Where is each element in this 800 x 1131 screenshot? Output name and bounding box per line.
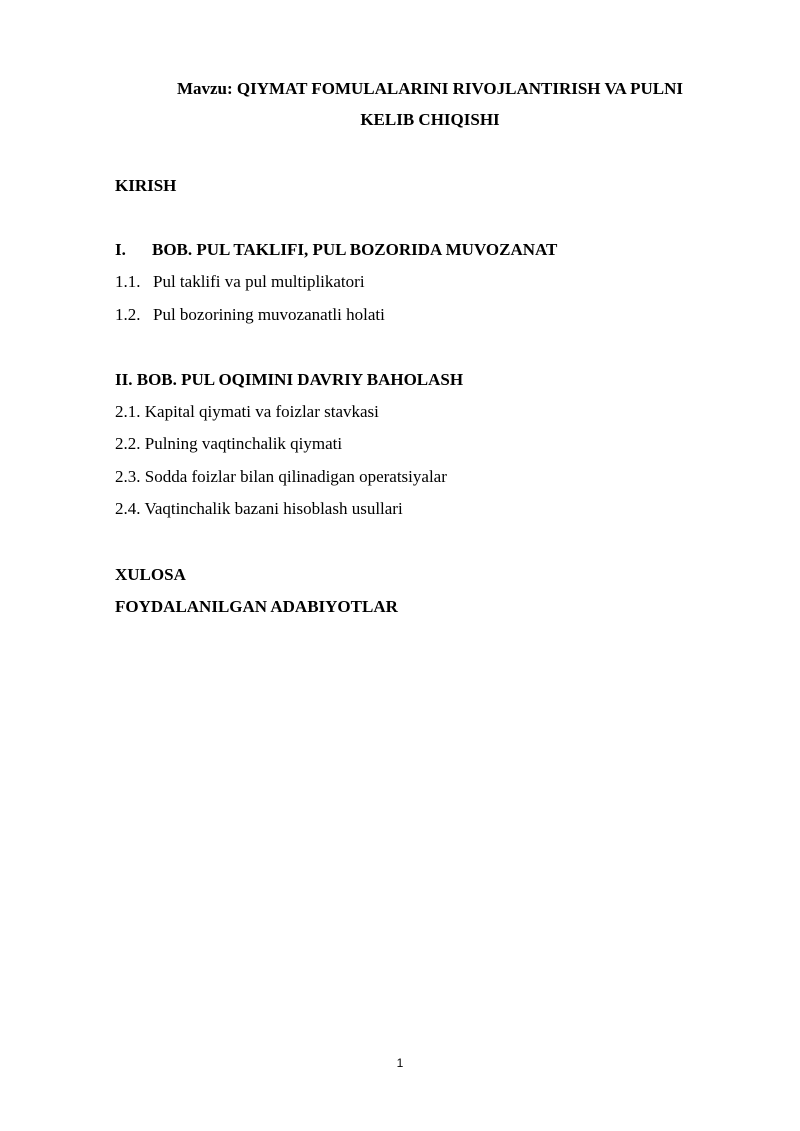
toc-section-number: 1.2. [115, 305, 141, 324]
toc-section-2-1: 2.1. Kapital qiymati va foizlar stavkasi [115, 402, 379, 421]
document-title-line-2: KELIB CHIQISHI [360, 110, 500, 129]
toc-introduction: KIRISH [115, 176, 177, 195]
toc-references: FOYDALANILGAN ADABIYOTLAR [115, 597, 398, 616]
toc-chapter-1-title: BOB. PUL TAKLIFI, PUL BOZORIDA MUVOZANAT [152, 240, 558, 259]
toc-section-title: Pul taklifi va pul multiplikatori [153, 272, 365, 291]
page-number: 1 [396, 1056, 404, 1070]
document-title-line-1: Mavzu: QIYMAT FOMULALARINI RIVOJLANTIRISH VA PULNI [176, 79, 684, 98]
toc-chapter-1 [115, 240, 557, 260]
toc-chapter-1-number: I. [115, 240, 126, 259]
toc-section-1-2 [115, 305, 385, 325]
toc-section-title: Pul bozorining muvozanatli holati [153, 305, 385, 324]
toc-chapter-2: II. BOB. PUL OQIMINI DAVRIY BAHOLASH [115, 370, 464, 389]
toc-section-2-4: 2.4. Vaqtinchalik bazani hisoblash usullari [115, 499, 403, 518]
toc-section-2-2: 2.2. Pulning vaqtinchalik qiymati [115, 434, 343, 453]
toc-conclusion: XULOSA [115, 565, 186, 584]
toc-section-2-3: 2.3. Sodda foizlar bilan qilinadigan operatsiyalar [115, 467, 447, 486]
toc-section-number: 1.1. [115, 272, 141, 291]
toc-section-1-1 [115, 272, 365, 292]
